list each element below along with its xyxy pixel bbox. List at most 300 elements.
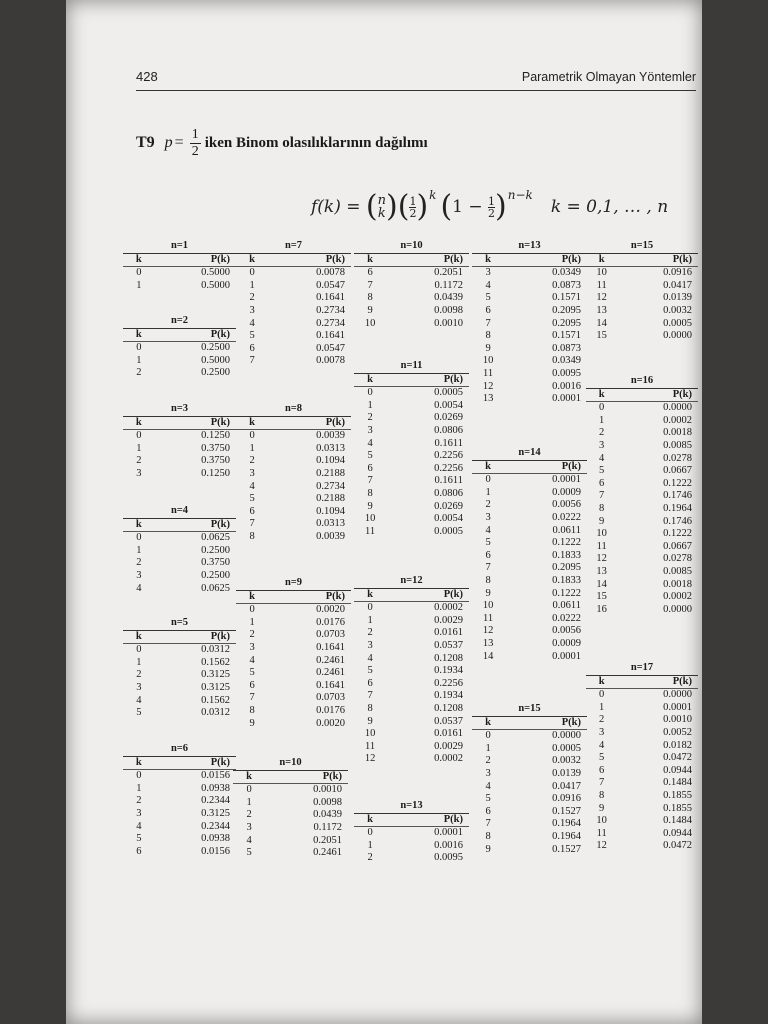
table-row (472, 818, 587, 831)
probability-value: 0.0005 (552, 742, 581, 754)
probability-value: 0.2095 (552, 304, 581, 316)
table-row (586, 528, 698, 541)
column-header-k: k (586, 675, 617, 689)
k-value: 3 (599, 726, 605, 738)
column-header-p: P(k) (268, 590, 351, 604)
binomial-table (586, 375, 698, 616)
probability-value: 0.2188 (316, 467, 345, 479)
k-value: 13 (482, 637, 494, 649)
probability-value: 0.0039 (316, 430, 345, 442)
probability-value: 0.1562 (201, 694, 230, 706)
table-row (586, 318, 698, 331)
probability-value: 0.2461 (316, 654, 345, 666)
k-value: 4 (136, 582, 142, 594)
table-row (472, 330, 587, 343)
k-value: 3 (599, 439, 605, 451)
probability-value: 0.1855 (663, 789, 692, 801)
binomial-table (354, 800, 469, 865)
page-number: 428 (136, 69, 158, 84)
probability-value: 0.1562 (201, 656, 230, 668)
table-row (354, 501, 469, 514)
table-row (472, 305, 587, 318)
column-header-k: k (236, 416, 268, 430)
k-value: 4 (599, 452, 605, 464)
table-row (354, 280, 469, 293)
table-n-title: n=11 (354, 360, 469, 373)
probability-value: 0.2500 (201, 367, 230, 379)
k-value: 1 (136, 656, 142, 668)
table-row (123, 783, 236, 796)
table-row (236, 481, 351, 494)
k-value: 4 (485, 780, 491, 792)
probability-value: 0.0667 (663, 465, 692, 477)
column-header-p: P(k) (617, 388, 698, 402)
table-row (233, 847, 348, 860)
probability-value: 0.0537 (434, 639, 463, 651)
k-value: 5 (136, 707, 142, 719)
table-row (236, 455, 351, 468)
page-header (136, 64, 696, 91)
table-row (236, 718, 351, 731)
probability-value: 0.1641 (316, 641, 345, 653)
binom-bottom: k (377, 206, 386, 221)
table-row (123, 557, 236, 570)
probability-value: 0.0009 (552, 486, 581, 498)
k-value: 4 (367, 652, 373, 664)
binom-top: n (377, 193, 387, 208)
column-header-k: k (233, 770, 265, 784)
probability-value: 0.2461 (316, 667, 345, 679)
table-row (354, 690, 469, 703)
table-row (586, 815, 698, 828)
table-row (236, 493, 351, 506)
probability-value: 0.0095 (434, 852, 463, 864)
k-value: 10 (482, 355, 494, 367)
column-header-k: k (472, 716, 504, 730)
binomial-table (123, 617, 236, 720)
table-row (354, 615, 469, 628)
k-value: 6 (249, 342, 255, 354)
k-value: 8 (485, 574, 491, 586)
probability-value: 0.0312 (201, 707, 230, 719)
k-value: 4 (136, 820, 142, 832)
k-value: 3 (367, 639, 373, 651)
table-row (354, 741, 469, 754)
table-row (123, 545, 236, 558)
table-row (586, 490, 698, 503)
k-value: 6 (485, 805, 491, 817)
k-value: 0 (367, 602, 373, 614)
probability-value: 0.0439 (313, 809, 342, 821)
table-n-title: n=10 (233, 757, 348, 770)
k-value: 6 (367, 462, 373, 474)
table-row (123, 808, 236, 821)
k-value: 12 (596, 840, 607, 852)
probability-value: 0.0052 (663, 726, 692, 738)
k-value: 11 (483, 612, 494, 624)
probability-value: 0.0139 (552, 767, 581, 779)
table-row (586, 566, 698, 579)
k-value: 6 (485, 304, 491, 316)
table-row (586, 777, 698, 790)
k-value: 7 (367, 475, 373, 487)
k-value: 1 (599, 701, 605, 713)
table-row (472, 355, 587, 368)
table-row (472, 512, 587, 525)
table-row (123, 707, 236, 720)
k-value: 9 (367, 500, 373, 512)
k-value: 10 (596, 815, 607, 827)
probability-value: 0.0139 (663, 292, 692, 304)
probability-value: 0.0916 (552, 793, 581, 805)
k-value: 3 (249, 304, 255, 316)
probability-value: 0.0176 (316, 616, 345, 628)
k-value: 6 (599, 477, 605, 489)
k-value: 2 (485, 499, 491, 511)
probability-value: 0.0098 (434, 304, 463, 316)
probability-value: 0.1746 (663, 490, 692, 502)
table-row (233, 835, 348, 848)
probability-value: 0.0547 (316, 279, 345, 291)
table-row (472, 474, 587, 487)
k-value: 4 (599, 739, 605, 751)
k-value: 5 (249, 667, 255, 679)
k-value: 3 (485, 511, 491, 523)
column-header-k: k (123, 416, 155, 430)
probability-value: 0.1571 (552, 292, 581, 304)
table-row (586, 740, 698, 753)
k-value: 6 (599, 764, 605, 776)
k-value: 0 (136, 267, 142, 279)
binomial-table (354, 360, 469, 538)
k-value: 4 (246, 834, 252, 846)
probability-value: 0.0312 (201, 644, 230, 656)
probability-value: 0.1833 (552, 549, 581, 561)
k-value: 1 (136, 782, 142, 794)
k-value: 0 (249, 430, 255, 442)
column-header-p: P(k) (386, 253, 469, 267)
probability-value: 0.2051 (434, 267, 463, 279)
k-value: 16 (596, 603, 607, 615)
table-row (354, 602, 469, 615)
k-value: 2 (136, 557, 142, 569)
table-row (123, 657, 236, 670)
probability-value: 0.1208 (434, 702, 463, 714)
column-header-p: P(k) (155, 630, 236, 644)
probability-value: 0.0161 (434, 627, 463, 639)
probability-value: 0.2256 (434, 450, 463, 462)
probability-value: 0.2500 (201, 569, 230, 581)
k-value: 2 (136, 795, 142, 807)
table-row (472, 575, 587, 588)
column-header-k: k (586, 388, 617, 402)
probability-value: 0.0625 (201, 582, 230, 594)
table-row (472, 625, 587, 638)
probability-value: 0.0032 (663, 304, 692, 316)
table-row (586, 727, 698, 740)
probability-value: 0.0002 (663, 414, 692, 426)
k-value: 4 (485, 524, 491, 536)
column-header-k: k (236, 590, 268, 604)
table-row (236, 267, 351, 280)
table-row (472, 267, 587, 280)
probability-value: 0.1964 (663, 502, 692, 514)
column-header-p: P(k) (155, 518, 236, 532)
probability-value: 0.0547 (316, 342, 345, 354)
probability-value: 0.0611 (552, 524, 581, 536)
k-value: 1 (249, 616, 255, 628)
table-row (236, 518, 351, 531)
k-value: 7 (485, 317, 491, 329)
fraction-denominator: 2 (191, 143, 199, 159)
k-value: 15 (596, 330, 607, 342)
table-row (586, 453, 698, 466)
k-value: 7 (249, 518, 255, 530)
probability-value: 0.0537 (434, 715, 463, 727)
k-value: 11 (483, 367, 494, 379)
probability-value: 0.0156 (201, 845, 230, 857)
k-value: 1 (599, 414, 605, 426)
probability-value: 0.0039 (316, 530, 345, 542)
table-row (354, 526, 469, 539)
probability-value: 0.3750 (201, 557, 230, 569)
table-row (236, 318, 351, 331)
probability-value: 0.0018 (663, 427, 692, 439)
table-row (354, 475, 469, 488)
column-header-k: k (123, 756, 155, 770)
table-row (586, 427, 698, 440)
probability-value: 0.3750 (201, 442, 230, 454)
probability-value: 0.0182 (663, 739, 692, 751)
fraction-numerator: 1 (191, 126, 199, 142)
k-value: 2 (485, 755, 491, 767)
binomial-table (236, 403, 351, 544)
probability-value: 0.2734 (316, 317, 345, 329)
probability-value: 0.0944 (663, 827, 692, 839)
table-row (586, 402, 698, 415)
table-row (123, 846, 236, 859)
probability-value: 0.0611 (552, 600, 581, 612)
binomial-table (354, 575, 469, 766)
probability-value: 0.0010 (663, 714, 692, 726)
k-value: 2 (136, 455, 142, 467)
table-row (354, 387, 469, 400)
table-row (123, 583, 236, 596)
table-row (123, 532, 236, 545)
k-value: 1 (485, 742, 491, 754)
half-numerator: 1 (409, 194, 417, 208)
k-value: 13 (596, 304, 607, 316)
table-row (586, 790, 698, 803)
binomial-table (123, 505, 236, 595)
probability-value: 0.1527 (552, 805, 581, 817)
column-header-k: k (236, 253, 268, 267)
k-value: 11 (596, 279, 607, 291)
column-header-p: P(k) (504, 716, 587, 730)
k-value: 6 (485, 549, 491, 561)
table-row (586, 503, 698, 516)
equals-sign: = (174, 134, 184, 151)
k-value: 12 (482, 625, 494, 637)
probability-value: 0.0938 (201, 782, 230, 794)
k-value: 3 (485, 267, 491, 279)
k-value: 5 (249, 493, 255, 505)
table-row (472, 730, 587, 743)
table-row (586, 478, 698, 491)
probability-value: 0.0054 (434, 399, 463, 411)
probability-value: 0.0278 (663, 452, 692, 464)
table-row (236, 443, 351, 456)
table-row (586, 440, 698, 453)
table-row (236, 680, 351, 693)
table-row (586, 689, 698, 702)
probability-value: 0.0349 (552, 267, 581, 279)
table-row (236, 531, 351, 544)
table-row (354, 852, 469, 865)
probability-value: 0.0020 (316, 604, 345, 616)
k-value: 5 (485, 292, 491, 304)
probability-value: 0.0002 (434, 753, 463, 765)
column-header-k: k (472, 253, 504, 267)
probability-value: 0.1833 (552, 574, 581, 586)
k-value: 7 (367, 690, 373, 702)
probability-value: 0.3125 (201, 807, 230, 819)
k-value: 3 (367, 424, 373, 436)
table-row (586, 267, 698, 280)
table-row (354, 627, 469, 640)
probability-value: 0.0806 (434, 424, 463, 436)
column-header-p: P(k) (265, 770, 348, 784)
k-value: 12 (364, 753, 376, 765)
binomial-table (586, 662, 698, 853)
probability-value: 0.1094 (316, 455, 345, 467)
column-header-p: P(k) (617, 675, 698, 689)
k-value: 8 (249, 704, 255, 716)
table-row (586, 305, 698, 318)
probability-value: 0.2188 (316, 493, 345, 505)
probability-value: 0.0000 (663, 603, 692, 615)
binomial-table (123, 315, 236, 380)
binomial-table (472, 703, 587, 856)
table-row (123, 821, 236, 834)
exponent-n-minus-k: n−k (507, 188, 533, 202)
table-row (236, 280, 351, 293)
k-value: 11 (596, 540, 607, 552)
binomial-table (472, 240, 587, 406)
k-value: 5 (485, 793, 491, 805)
half-denominator: 2 (409, 206, 417, 220)
table-n-title: n=7 (236, 240, 351, 253)
probability-value: 0.2734 (316, 480, 345, 492)
column-header-p: P(k) (386, 813, 469, 827)
p-symbol: p (164, 134, 173, 151)
k-value: 3 (249, 467, 255, 479)
k-value: 3 (136, 681, 142, 693)
probability-value: 0.1094 (316, 505, 345, 517)
k-value: 4 (249, 480, 255, 492)
table-row (472, 844, 587, 857)
table-row (354, 840, 469, 853)
table-row (586, 516, 698, 529)
probability-value: 0.2344 (201, 820, 230, 832)
table-row (354, 716, 469, 729)
table-row (236, 330, 351, 343)
table-row (236, 343, 351, 356)
probability-value: 0.2344 (201, 795, 230, 807)
table-row (586, 292, 698, 305)
probability-value: 0.1172 (313, 821, 342, 833)
probability-value: 0.1611 (434, 437, 463, 449)
k-value: 8 (367, 487, 373, 499)
column-header-p: P(k) (268, 253, 351, 267)
binomial-table (236, 240, 351, 368)
table-row (472, 280, 587, 293)
probability-value: 0.1611 (434, 475, 463, 487)
table-row (123, 795, 236, 808)
k-value: 0 (485, 474, 491, 486)
table-row (586, 280, 698, 293)
probability-value: 0.1934 (434, 690, 463, 702)
probability-value: 0.0000 (663, 330, 692, 342)
k-value: 0 (599, 689, 605, 701)
probability-value: 0.1222 (663, 477, 692, 489)
table-row (472, 831, 587, 844)
table-row (236, 667, 351, 680)
table-row (123, 280, 236, 293)
table-n-title: n=5 (123, 617, 236, 630)
probability-value: 0.1641 (316, 330, 345, 342)
column-header-p: P(k) (268, 416, 351, 430)
k-value: 0 (136, 770, 142, 782)
probability-value: 0.0269 (434, 500, 463, 512)
probability-value: 0.1172 (434, 279, 463, 291)
exponent-k: k (429, 188, 437, 202)
half-fraction-2 (488, 196, 495, 219)
k-value: 2 (367, 627, 373, 639)
table-row (472, 562, 587, 575)
k-value: 1 (136, 279, 142, 291)
table-row (472, 638, 587, 651)
table-row (236, 305, 351, 318)
k-value: 5 (599, 752, 605, 764)
k-value: 1 (249, 279, 255, 291)
binomial-table (123, 743, 236, 858)
column-header-k: k (354, 588, 386, 602)
k-value: 2 (249, 292, 255, 304)
k-value: 14 (482, 650, 494, 662)
k-value: 7 (599, 777, 605, 789)
k-value: 9 (485, 587, 491, 599)
table-n-title: n=3 (123, 403, 236, 416)
table-row (123, 682, 236, 695)
table-row (472, 343, 587, 356)
table-row (472, 600, 587, 613)
k-value: 9 (485, 843, 491, 855)
table-n-title: n=14 (472, 447, 587, 460)
probability-value: 0.0873 (552, 342, 581, 354)
table-row (236, 617, 351, 630)
table-n-title: n=6 (123, 743, 236, 756)
probability-value: 0.2095 (552, 317, 581, 329)
k-value: 10 (596, 528, 607, 540)
table-row (586, 330, 698, 343)
probability-value: 0.2734 (316, 304, 345, 316)
table-row (586, 803, 698, 816)
table-row (472, 550, 587, 563)
k-value: 5 (367, 665, 373, 677)
k-value: 3 (136, 569, 142, 581)
table-row (233, 784, 348, 797)
